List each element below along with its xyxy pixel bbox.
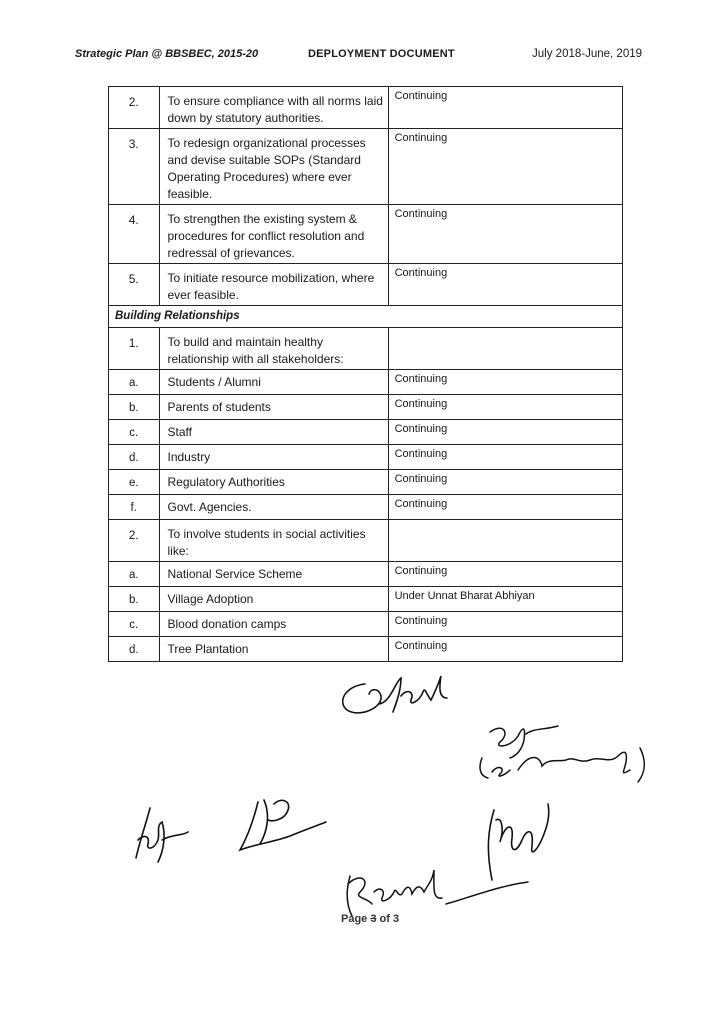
table-row [109, 637, 623, 662]
table-row [109, 328, 623, 370]
row-description: Govt. Agencies. [159, 495, 388, 520]
row-description: Staff [159, 420, 388, 445]
table-row [109, 129, 623, 205]
row-letter: c. [109, 612, 160, 637]
header-document-title: DEPLOYMENT DOCUMENT [308, 48, 455, 60]
row-status: Continuing [388, 445, 622, 470]
row-description: To ensure compliance with all norms laid down by statutory authorities. [159, 87, 388, 129]
row-description: To redesign organizational processes and devise suitable SOPs (Standard Operating Procedures) where ever feasible. [159, 129, 388, 205]
row-description: Students / Alumni [159, 370, 388, 395]
page-current: 3 [370, 913, 377, 925]
row-status: Continuing [388, 395, 622, 420]
page-number [341, 913, 399, 925]
table-row [109, 87, 623, 129]
signature-3 [128, 800, 208, 870]
row-number: 1. [109, 328, 160, 370]
row-description: To strengthen the existing system & procedures for conflict resolution and redressal of grievances. [159, 205, 388, 264]
page-label-prefix: Page [341, 913, 371, 925]
table-row [109, 370, 623, 395]
signature-4 [230, 792, 330, 862]
header-period: July 2018-June, 2019 [532, 48, 642, 60]
row-status: Continuing [388, 87, 622, 129]
row-status [388, 328, 622, 370]
row-status: Continuing [388, 129, 622, 205]
row-letter: a. [109, 562, 160, 587]
table-row [109, 612, 623, 637]
section-row [109, 306, 623, 328]
row-letter: d. [109, 637, 160, 662]
row-status: Continuing [388, 370, 622, 395]
row-status: Continuing [388, 562, 622, 587]
page-label-suffix: of 3 [376, 913, 400, 925]
row-status: Under Unnat Bharat Abhiyan [388, 587, 622, 612]
row-description: Village Adoption [159, 587, 388, 612]
row-letter: a. [109, 370, 160, 395]
table-row [109, 264, 623, 306]
row-status: Continuing [388, 612, 622, 637]
row-description: Industry [159, 445, 388, 470]
row-status: Continuing [388, 264, 622, 306]
row-status: Continuing [388, 637, 622, 662]
row-description: To involve students in social activities like: [159, 520, 388, 562]
row-letter: b. [109, 587, 160, 612]
row-description: Parents of students [159, 395, 388, 420]
row-status: Continuing [388, 495, 622, 520]
deployment-table [108, 86, 623, 662]
row-number: 3. [109, 129, 160, 205]
header-plan-title: Strategic Plan @ BBSBEC, 2015-20 [75, 48, 259, 60]
signature-2 [470, 712, 670, 792]
signature-1 [335, 662, 475, 722]
row-number: 2. [109, 520, 160, 562]
row-letter: f. [109, 495, 160, 520]
row-description: To initiate resource mobilization, where ever feasible. [159, 264, 388, 306]
row-description: Tree Plantation [159, 637, 388, 662]
row-status [388, 520, 622, 562]
row-letter: c. [109, 420, 160, 445]
row-description: Blood donation camps [159, 612, 388, 637]
table-row [109, 520, 623, 562]
table-row [109, 562, 623, 587]
table-row [109, 470, 623, 495]
table-row [109, 495, 623, 520]
row-number: 4. [109, 205, 160, 264]
table-row [109, 587, 623, 612]
row-letter: d. [109, 445, 160, 470]
row-letter: e. [109, 470, 160, 495]
row-letter: b. [109, 395, 160, 420]
row-number: 5. [109, 264, 160, 306]
section-title: Building Relationships [109, 306, 623, 328]
row-status: Continuing [388, 205, 622, 264]
row-description: To build and maintain healthy relationship with all stakeholders: [159, 328, 388, 370]
row-number: 2. [109, 87, 160, 129]
table-row [109, 205, 623, 264]
table-row [109, 395, 623, 420]
table-row [109, 445, 623, 470]
row-status: Continuing [388, 420, 622, 445]
row-status: Continuing [388, 470, 622, 495]
table-row [109, 420, 623, 445]
row-description: Regulatory Authorities [159, 470, 388, 495]
row-description: National Service Scheme [159, 562, 388, 587]
